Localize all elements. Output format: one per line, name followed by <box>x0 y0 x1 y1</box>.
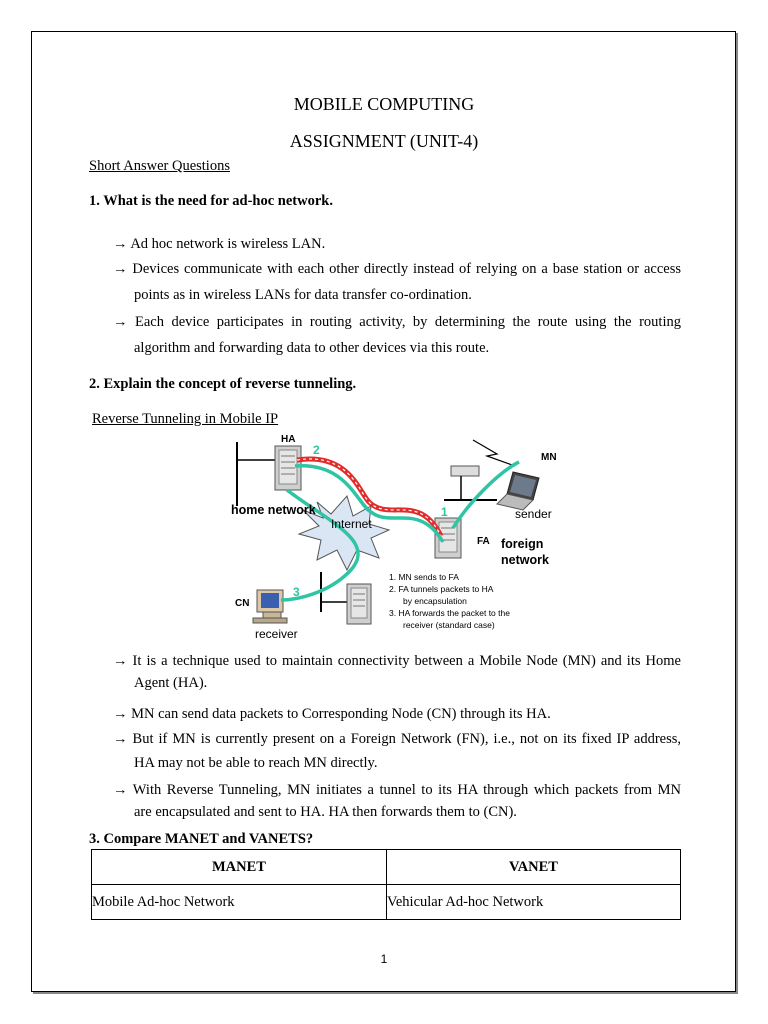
q1-bullet-1: → Ad hoc network is wireless LAN. <box>113 236 326 252</box>
step-2-label: 2 <box>313 443 320 457</box>
ha-router-icon <box>275 446 301 490</box>
internet-label: Internet <box>331 517 372 531</box>
document-subtitle: ASSIGNMENT (UNIT-4) <box>289 131 479 151</box>
cn-computer-icon <box>253 590 287 623</box>
fa-label: FA <box>477 536 490 547</box>
table-header-manet: MANET <box>92 850 387 885</box>
network-label: network <box>501 553 549 567</box>
document-title: MOBILE COMPUTING <box>293 94 475 114</box>
figure-caption: Reverse Tunneling in Mobile IP <box>92 411 279 427</box>
page-number: 1 <box>380 952 388 966</box>
legend-step-3a: 3. HA forwards the packet to the <box>389 608 510 618</box>
sender-label: sender <box>515 507 552 521</box>
q2-bullet-3-line-2: HA may not be able to reach MN directly. <box>134 755 378 771</box>
receiver-label: receiver <box>255 627 298 641</box>
legend-step-1: 1. MN sends to FA <box>389 572 459 582</box>
table-row <box>92 885 681 920</box>
section-label: Short Answer Questions <box>89 158 230 174</box>
step-3-label: 3 <box>293 585 300 599</box>
cn-label: CN <box>235 598 250 609</box>
q1-bullet-3-line-2: algorithm and forwarding data to other devices via this route. <box>134 340 490 356</box>
table-header-vanet: VANET <box>387 850 681 885</box>
foreign-label: foreign <box>501 537 544 551</box>
q2-bullet-4-line-1: → With Reverse Tunneling, MN initiates a tunnel to its HA through which packets from MN <box>113 782 681 798</box>
legend-step-2b: by encapsulation <box>403 596 467 606</box>
table-cell-vanet: Vehicular Ad-hoc Network <box>387 885 681 920</box>
legend-step-2a: 2. FA tunnels packets to HA <box>389 584 494 594</box>
comparison-table <box>91 849 681 920</box>
table-cell-manet: Mobile Ad-hoc Network <box>92 885 387 920</box>
q1-bullet-3-line-1: → Each device participates in routing activity, by determining the route using the routing <box>113 314 681 330</box>
home-network-label: home network <box>231 503 316 517</box>
reverse-tunneling-diagram <box>229 432 559 642</box>
q2-bullet-4-line-2: are encapsulated and sent to HA. HA then forwards them to (CN). <box>134 804 517 820</box>
q1-bullet-2-line-2: points as in wireless LANs for data transfer co-ordination. <box>134 287 472 303</box>
legend-step-3b: receiver (standard case) <box>403 620 495 630</box>
step-1-label: 1 <box>441 505 448 519</box>
table-header-row <box>92 850 681 885</box>
q2-bullet-3-line-1: → But if MN is currently present on a Foreign Network (FN), i.e., not on its fixed IP address, <box>113 731 681 747</box>
mn-label: MN <box>541 452 557 463</box>
ha-label: HA <box>281 434 296 445</box>
q2-bullet-1-line-2: Agent (HA). <box>134 675 208 691</box>
question-1: 1. What is the need for ad-hoc network. <box>89 193 333 209</box>
cn-router-icon <box>347 584 371 624</box>
q2-bullet-2: → MN can send data packets to Corresponding Node (CN) through its HA. <box>113 706 551 722</box>
q2-bullet-1-line-1: → It is a technique used to maintain connectivity between a Mobile Node (MN) and its Home <box>113 653 681 669</box>
question-2: 2. Explain the concept of reverse tunneling. <box>89 376 357 392</box>
q1-bullet-2-line-1: → Devices communicate with each other directly instead of relying on a base station or access <box>113 261 681 277</box>
question-3: 3. Compare MANET and VANETS? <box>89 831 314 847</box>
